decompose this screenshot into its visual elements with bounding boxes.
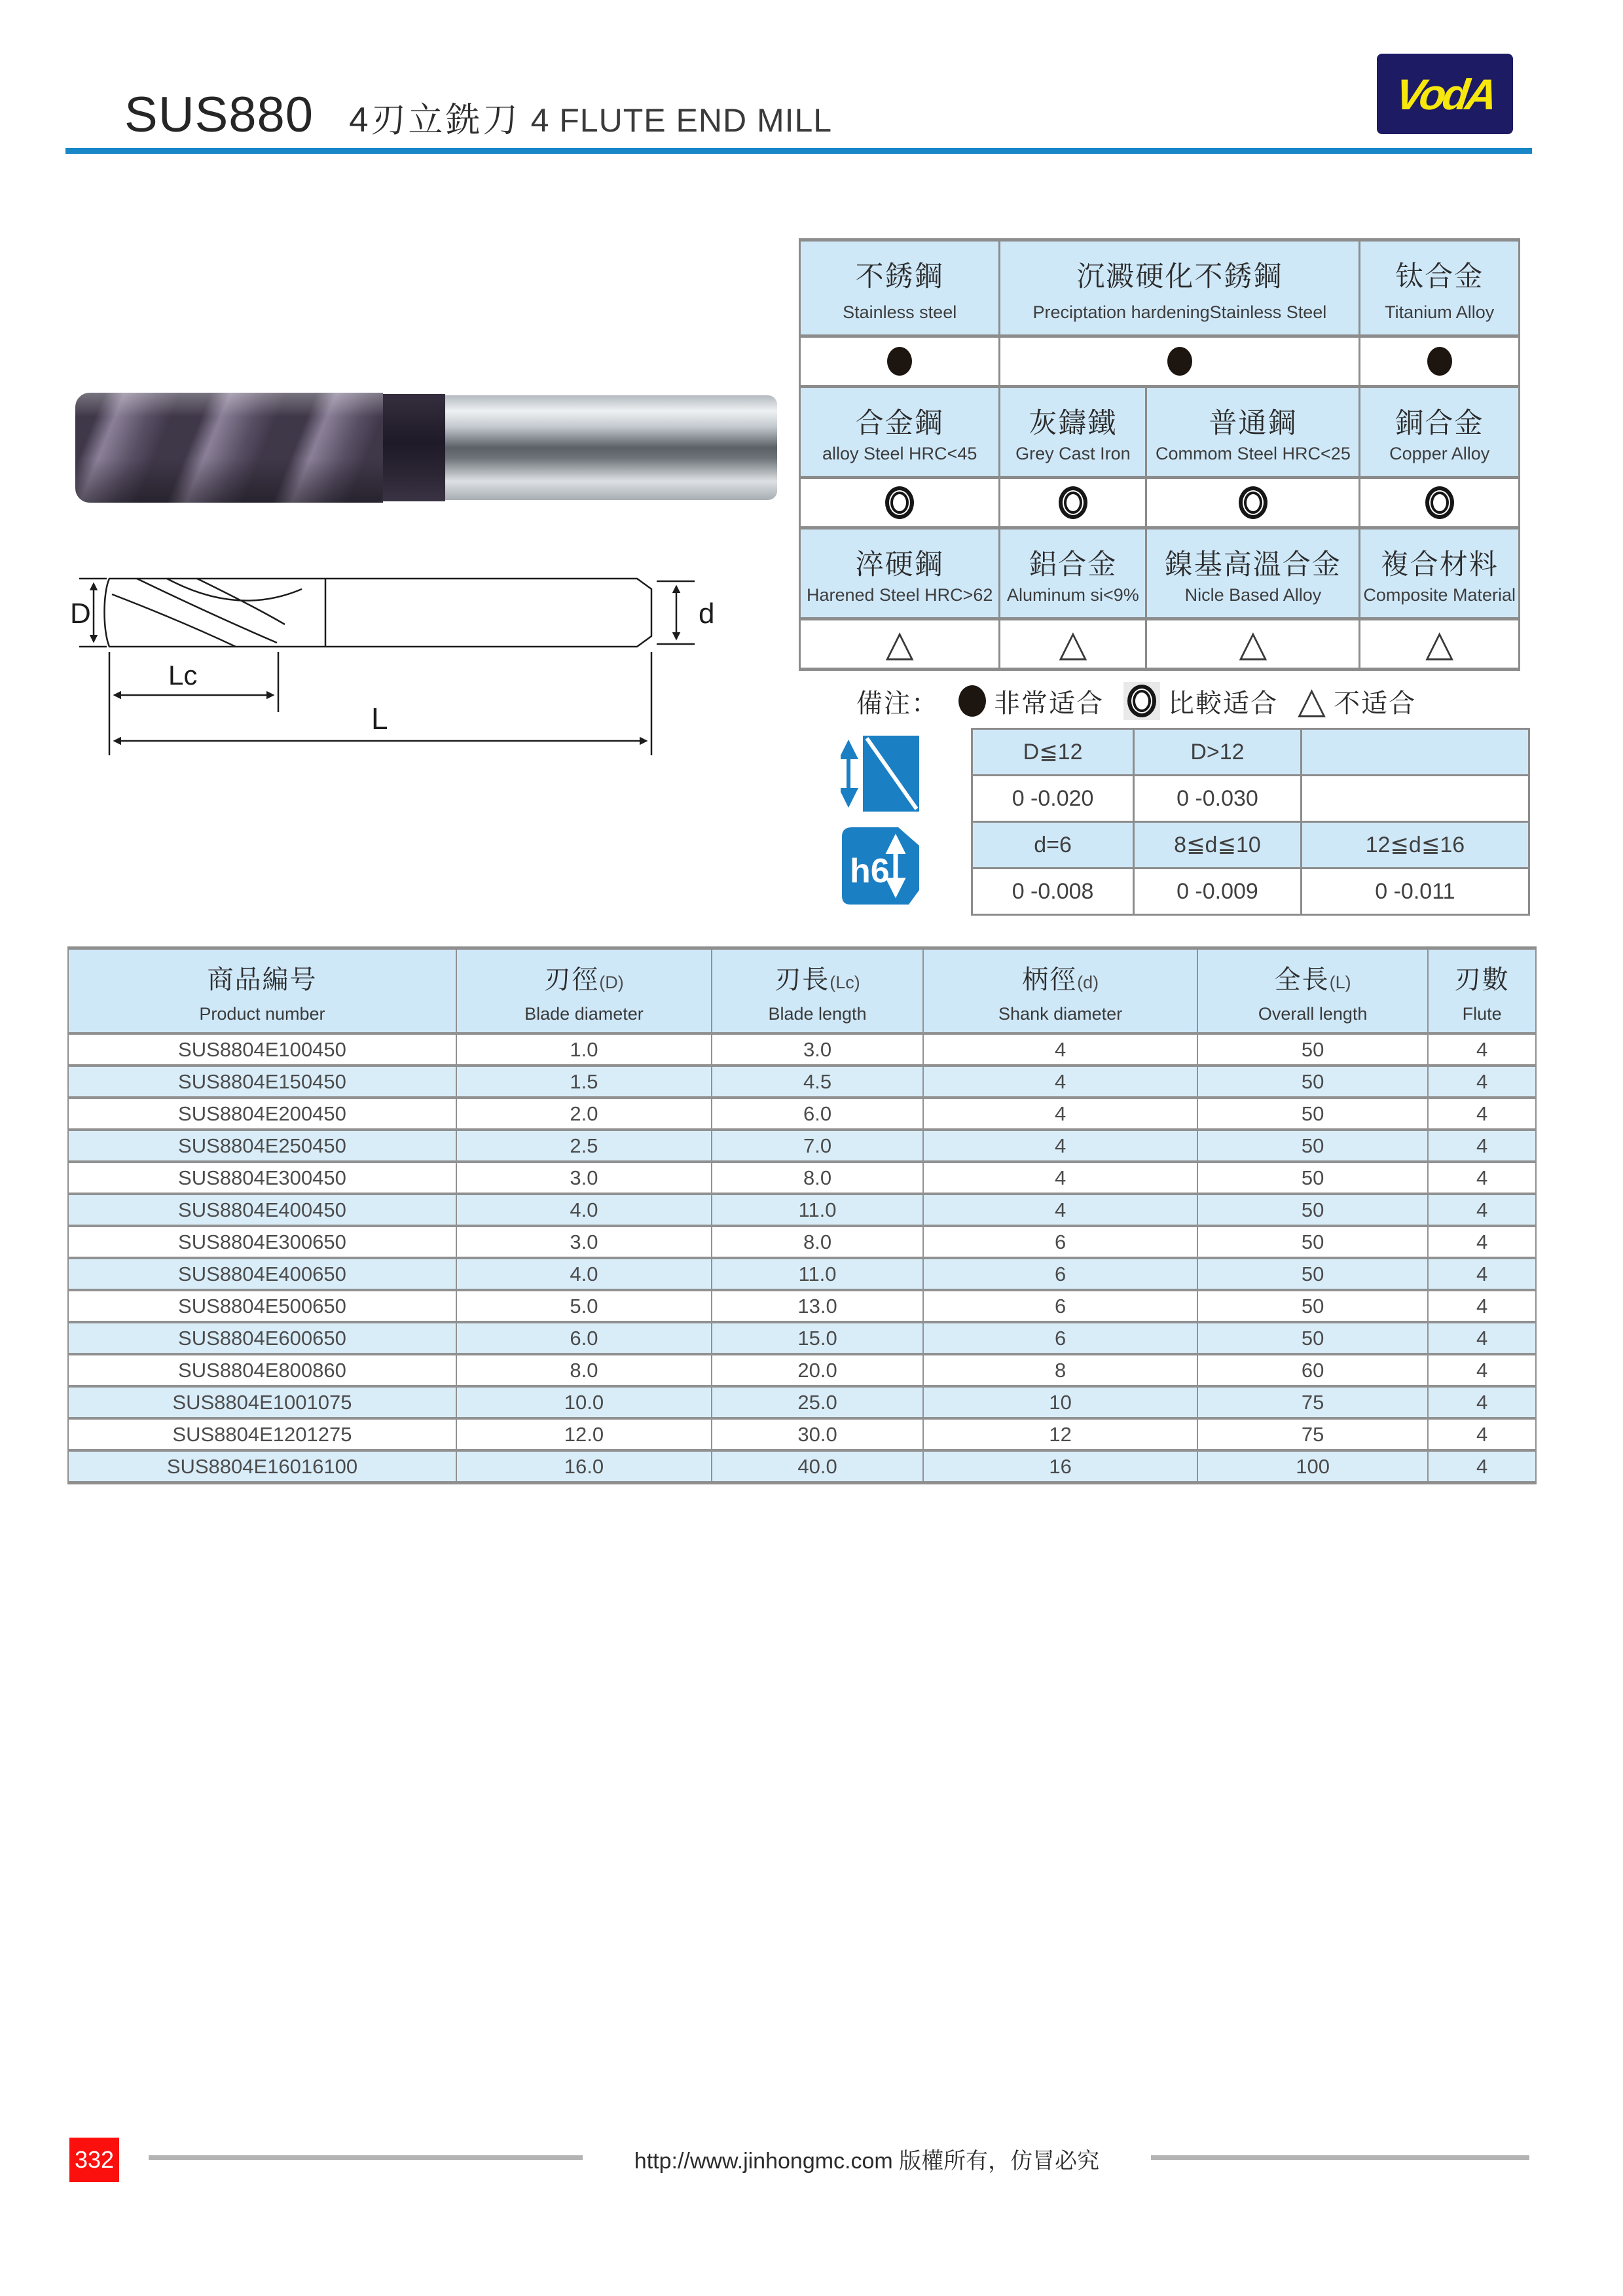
product-value-cell: 4: [1429, 1131, 1535, 1160]
product-value-cell: 1.0: [457, 1035, 711, 1064]
product-value-cell: 20.0: [712, 1355, 922, 1385]
column-header-symbol: (Lc): [830, 973, 860, 992]
filled-circle-icon: [958, 685, 986, 717]
material-name-cjk: 鎳基高溫合金: [1164, 549, 1341, 581]
material-name-cjk: 普通鋼: [1209, 408, 1298, 439]
material-name-cjk: 複合材料: [1380, 549, 1499, 581]
product-value-cell: 75: [1198, 1388, 1427, 1417]
column-header-cjk: 刃長(Lc): [775, 965, 860, 994]
product-column-header: [1198, 950, 1427, 1032]
material-name-en: Harened Steel HRC>62: [806, 585, 993, 605]
suitability-cell: [1360, 479, 1518, 526]
product-value-cell: 4: [1429, 1420, 1535, 1449]
product-value-cell: 50: [1198, 1131, 1427, 1160]
brand-logo: [1377, 54, 1513, 134]
triangle-icon: △: [1298, 679, 1326, 722]
material-name-en: Nicle Based Alloy: [1184, 585, 1322, 605]
subtitle-en: 4 FLUTE END MILL: [530, 102, 833, 139]
filled-circle-icon: [1167, 347, 1192, 376]
column-header-cjk: 柄徑(d): [1022, 965, 1099, 994]
product-value-cell: 8.0: [712, 1227, 922, 1257]
material-name-cjk: 合金鋼: [855, 408, 944, 439]
suitability-cell: [1147, 620, 1359, 668]
product-value-cell: 40.0: [712, 1452, 922, 1481]
product-value-cell: 12: [924, 1420, 1197, 1449]
h6-tolerance-label: h6: [850, 852, 890, 890]
diameter-tolerance-icon: [841, 734, 921, 813]
column-header-symbol: (L): [1329, 973, 1351, 992]
column-header-en: Overall length: [1258, 1004, 1368, 1024]
footer-divider-left: [149, 2155, 583, 2160]
page-number: 332: [74, 2146, 115, 2173]
material-header-cell: [1000, 388, 1145, 476]
product-value-cell: 13.0: [712, 1291, 922, 1321]
diagram-label-Lc: Lc: [168, 660, 198, 691]
suitability-legend: [856, 678, 1416, 724]
product-value-cell: 16.0: [457, 1452, 711, 1481]
material-header-cell: [1360, 529, 1518, 617]
product-value-cell: 6: [924, 1323, 1197, 1353]
tolerance-cell: 0 -0.008: [973, 869, 1133, 914]
diagram-label-D: D: [70, 598, 91, 630]
product-value-cell: 3.0: [457, 1227, 711, 1257]
material-name-en: Commom Steel HRC<25: [1156, 444, 1351, 463]
material-name-cjk: 淬硬鋼: [855, 549, 944, 581]
material-name-en: Composite Material: [1363, 585, 1516, 605]
product-value-cell: 3.0: [712, 1035, 922, 1064]
product-value-cell: 12.0: [457, 1420, 711, 1449]
product-value-cell: 5.0: [457, 1291, 711, 1321]
tolerance-cell: 0 -0.020: [973, 776, 1133, 821]
tolerance-cell: 0 -0.011: [1302, 869, 1528, 914]
material-header-cell: [801, 242, 998, 334]
legend-item-label: 不适合: [1334, 689, 1417, 718]
product-value-cell: 4: [1429, 1388, 1535, 1417]
filled-circle-icon: [1427, 347, 1452, 376]
tolerance-cell: d=6: [973, 823, 1133, 867]
shank-tolerance-icon: [841, 826, 921, 906]
product-value-cell: 75: [1198, 1420, 1427, 1449]
product-value-cell: 2.5: [457, 1131, 711, 1160]
material-header-cell: [801, 529, 998, 617]
column-header-cjk: 商品編号: [207, 965, 318, 994]
product-table: [67, 946, 1537, 1484]
product-value-cell: 4: [1429, 1195, 1535, 1225]
legend-item: [1298, 679, 1417, 722]
product-number-cell: SUS8804E800860: [69, 1355, 456, 1385]
product-column-header: [712, 950, 922, 1032]
material-name-en: Aluminum si<9%: [1006, 585, 1139, 605]
series-title: SUS880: [124, 87, 314, 143]
product-value-cell: 8.0: [712, 1163, 922, 1193]
triangle-icon: △: [1239, 622, 1267, 665]
product-number-cell: SUS8804E16016100: [69, 1452, 456, 1481]
column-header-en: Blade diameter: [524, 1004, 644, 1024]
product-value-cell: 4: [1429, 1259, 1535, 1289]
product-column-header: [924, 950, 1197, 1032]
product-number-cell: SUS8804E1001075: [69, 1388, 456, 1417]
material-header-cell: [1000, 529, 1145, 617]
tolerance-cell: 12≦d≦16: [1302, 823, 1528, 867]
material-name-cjk: 沉澱硬化不銹鋼: [1076, 261, 1283, 293]
double-circle-icon: [1425, 486, 1454, 519]
product-value-cell: 6: [924, 1227, 1197, 1257]
product-value-cell: 8.0: [457, 1355, 711, 1385]
product-value-cell: 4: [924, 1067, 1197, 1096]
product-value-cell: 3.0: [457, 1163, 711, 1193]
column-header-en: Product number: [199, 1004, 325, 1024]
suitability-cell: [801, 479, 998, 526]
product-value-cell: 50: [1198, 1227, 1427, 1257]
double-circle-icon: [1239, 486, 1267, 519]
product-value-cell: 50: [1198, 1163, 1427, 1193]
suitability-cell: [1000, 620, 1145, 668]
tolerance-cell: 8≦d≦10: [1135, 823, 1300, 867]
column-header-cjk: 全長(L): [1274, 965, 1351, 994]
product-value-cell: 11.0: [712, 1195, 922, 1225]
product-value-cell: 4.5: [712, 1067, 922, 1096]
column-header-cjk: 刃數: [1454, 965, 1510, 994]
suitability-cell: [1000, 479, 1145, 526]
product-value-cell: 16: [924, 1452, 1197, 1481]
footer-copyright: http://www.jinhongmc.com 版權所有，仿冒必究: [634, 2149, 1100, 2174]
product-value-cell: 50: [1198, 1291, 1427, 1321]
material-header-cell: [801, 388, 998, 476]
material-name-en: Preciptation hardeningStainless Steel: [1032, 302, 1327, 322]
product-value-cell: 11.0: [712, 1259, 922, 1289]
triangle-icon: △: [885, 622, 914, 665]
product-value-cell: 7.0: [712, 1131, 922, 1160]
tolerance-cell: 0 -0.030: [1135, 776, 1300, 821]
product-value-cell: 10.0: [457, 1388, 711, 1417]
material-header-cell: [1147, 529, 1359, 617]
legend-item: [958, 683, 1104, 720]
column-header-cjk: 刃徑(D): [544, 965, 624, 994]
product-value-cell: 50: [1198, 1259, 1427, 1289]
legend-label: 備注：: [856, 689, 939, 718]
suitability-cell: [1360, 338, 1518, 385]
legend-items: [939, 679, 1417, 722]
product-value-cell: 4: [924, 1131, 1197, 1160]
product-value-cell: 4.0: [457, 1195, 711, 1225]
suitability-cell: [1000, 338, 1359, 385]
product-value-cell: 4: [1429, 1452, 1535, 1481]
product-value-cell: 1.5: [457, 1067, 711, 1096]
material-name-en: Grey Cast Iron: [1015, 444, 1131, 463]
product-value-cell: 4: [1429, 1355, 1535, 1385]
product-value-cell: 6: [924, 1259, 1197, 1289]
product-value-cell: 4: [924, 1035, 1197, 1064]
legend-item-label: 比較适合: [1168, 689, 1278, 718]
material-header-cell: [1147, 388, 1359, 476]
product-value-cell: 6.0: [457, 1323, 711, 1353]
tolerance-table: [971, 728, 1530, 916]
product-value-cell: 6: [924, 1291, 1197, 1321]
material-name-en: alloy Steel HRC<45: [822, 444, 977, 463]
tolerance-cell: D≦12: [973, 730, 1133, 774]
product-number-cell: SUS8804E400650: [69, 1259, 456, 1289]
tolerance-cell: [1302, 730, 1528, 774]
product-value-cell: 8: [924, 1355, 1197, 1385]
legend-symbol-chip: [1123, 682, 1160, 720]
double-circle-icon: [885, 486, 914, 519]
end-mill-photo: [75, 393, 777, 503]
product-value-cell: 4.0: [457, 1259, 711, 1289]
product-number-cell: SUS8804E600650: [69, 1323, 456, 1353]
suitability-cell: [801, 620, 998, 668]
material-name-cjk: 銅合金: [1395, 408, 1484, 439]
suitability-cell: [801, 338, 998, 385]
column-header-symbol: (d): [1077, 973, 1099, 992]
product-value-cell: 4: [1429, 1099, 1535, 1128]
product-number-cell: SUS8804E200450: [69, 1099, 456, 1128]
diagram-label-d: d: [699, 598, 715, 630]
product-value-cell: 30.0: [712, 1420, 922, 1449]
material-name-cjk: 鋁合金: [1029, 549, 1118, 581]
product-value-cell: 4: [1429, 1323, 1535, 1353]
product-value-cell: 50: [1198, 1099, 1427, 1128]
product-value-cell: 6.0: [712, 1099, 922, 1128]
footer-divider-right: [1151, 2155, 1529, 2160]
product-value-cell: 4: [924, 1099, 1197, 1128]
legend-item: [1123, 682, 1278, 720]
tolerance-cell: [1302, 776, 1528, 821]
product-number-cell: SUS8804E300650: [69, 1227, 456, 1257]
product-value-cell: 50: [1198, 1035, 1427, 1064]
column-header-en: Shank diameter: [998, 1004, 1123, 1024]
product-column-header: [1429, 950, 1535, 1032]
diagram-label-L: L: [371, 702, 388, 736]
column-header-en: Blade length: [768, 1004, 867, 1024]
product-value-cell: 100: [1198, 1452, 1427, 1481]
material-name-cjk: 钛合金: [1395, 261, 1484, 293]
product-number-cell: SUS8804E300450: [69, 1163, 456, 1193]
material-name-en: Stainless steel: [843, 302, 957, 322]
product-value-cell: 60: [1198, 1355, 1427, 1385]
product-column-header: [457, 950, 711, 1032]
material-header-cell: [1360, 388, 1518, 476]
product-value-cell: 4: [924, 1195, 1197, 1225]
double-circle-icon: [1059, 486, 1087, 519]
tolerance-cell: 0 -0.009: [1135, 869, 1300, 914]
material-name-cjk: 灰鑄鐵: [1029, 408, 1118, 439]
product-value-cell: 50: [1198, 1195, 1427, 1225]
product-value-cell: 4: [1429, 1227, 1535, 1257]
double-circle-icon: [1127, 685, 1156, 717]
material-name-en: Copper Alloy: [1389, 444, 1490, 463]
material-header-cell: [1000, 242, 1359, 334]
product-value-cell: 4: [1429, 1067, 1535, 1096]
photo-flute-section: [75, 393, 383, 503]
column-header-symbol: (D): [599, 973, 624, 992]
product-number-cell: SUS8804E400450: [69, 1195, 456, 1225]
product-column-header: [69, 950, 456, 1032]
triangle-icon: △: [1059, 622, 1087, 665]
material-header-cell: [1360, 242, 1518, 334]
product-number-cell: SUS8804E100450: [69, 1035, 456, 1064]
product-value-cell: 50: [1198, 1323, 1427, 1353]
product-value-cell: 4: [1429, 1291, 1535, 1321]
product-value-cell: 25.0: [712, 1388, 922, 1417]
header-rule: [65, 148, 1532, 154]
product-number-cell: SUS8804E1201275: [69, 1420, 456, 1449]
dimension-diagram: [69, 555, 723, 764]
photo-coating-section: [383, 394, 445, 501]
page-number-badge: [69, 2138, 119, 2182]
product-value-cell: 50: [1198, 1067, 1427, 1096]
tolerance-cell: D>12: [1135, 730, 1300, 774]
column-header-en: Flute: [1462, 1004, 1502, 1024]
material-name-cjk: 不銹鋼: [855, 261, 944, 293]
filled-circle-icon: [887, 347, 912, 376]
product-value-cell: 2.0: [457, 1099, 711, 1128]
product-number-cell: SUS8804E150450: [69, 1067, 456, 1096]
material-suitability-table: [799, 238, 1520, 671]
subtitle-cjk: 4刃立銑刀: [349, 101, 520, 139]
material-name-en: Titanium Alloy: [1385, 302, 1495, 322]
triangle-icon: △: [1425, 622, 1454, 665]
product-value-cell: 10: [924, 1388, 1197, 1417]
legend-item-label: 非常适合: [994, 689, 1104, 718]
product-value-cell: 4: [924, 1163, 1197, 1193]
product-number-cell: SUS8804E500650: [69, 1291, 456, 1321]
suitability-cell: [1360, 620, 1518, 668]
suitability-cell: [1147, 479, 1359, 526]
header-title: [124, 86, 832, 143]
product-number-cell: SUS8804E250450: [69, 1131, 456, 1160]
product-value-cell: 4: [1429, 1035, 1535, 1064]
photo-shank-section: [445, 395, 777, 500]
brand-logo-text: VodA: [1392, 69, 1498, 118]
product-value-cell: 15.0: [712, 1323, 922, 1353]
product-value-cell: 4: [1429, 1163, 1535, 1193]
